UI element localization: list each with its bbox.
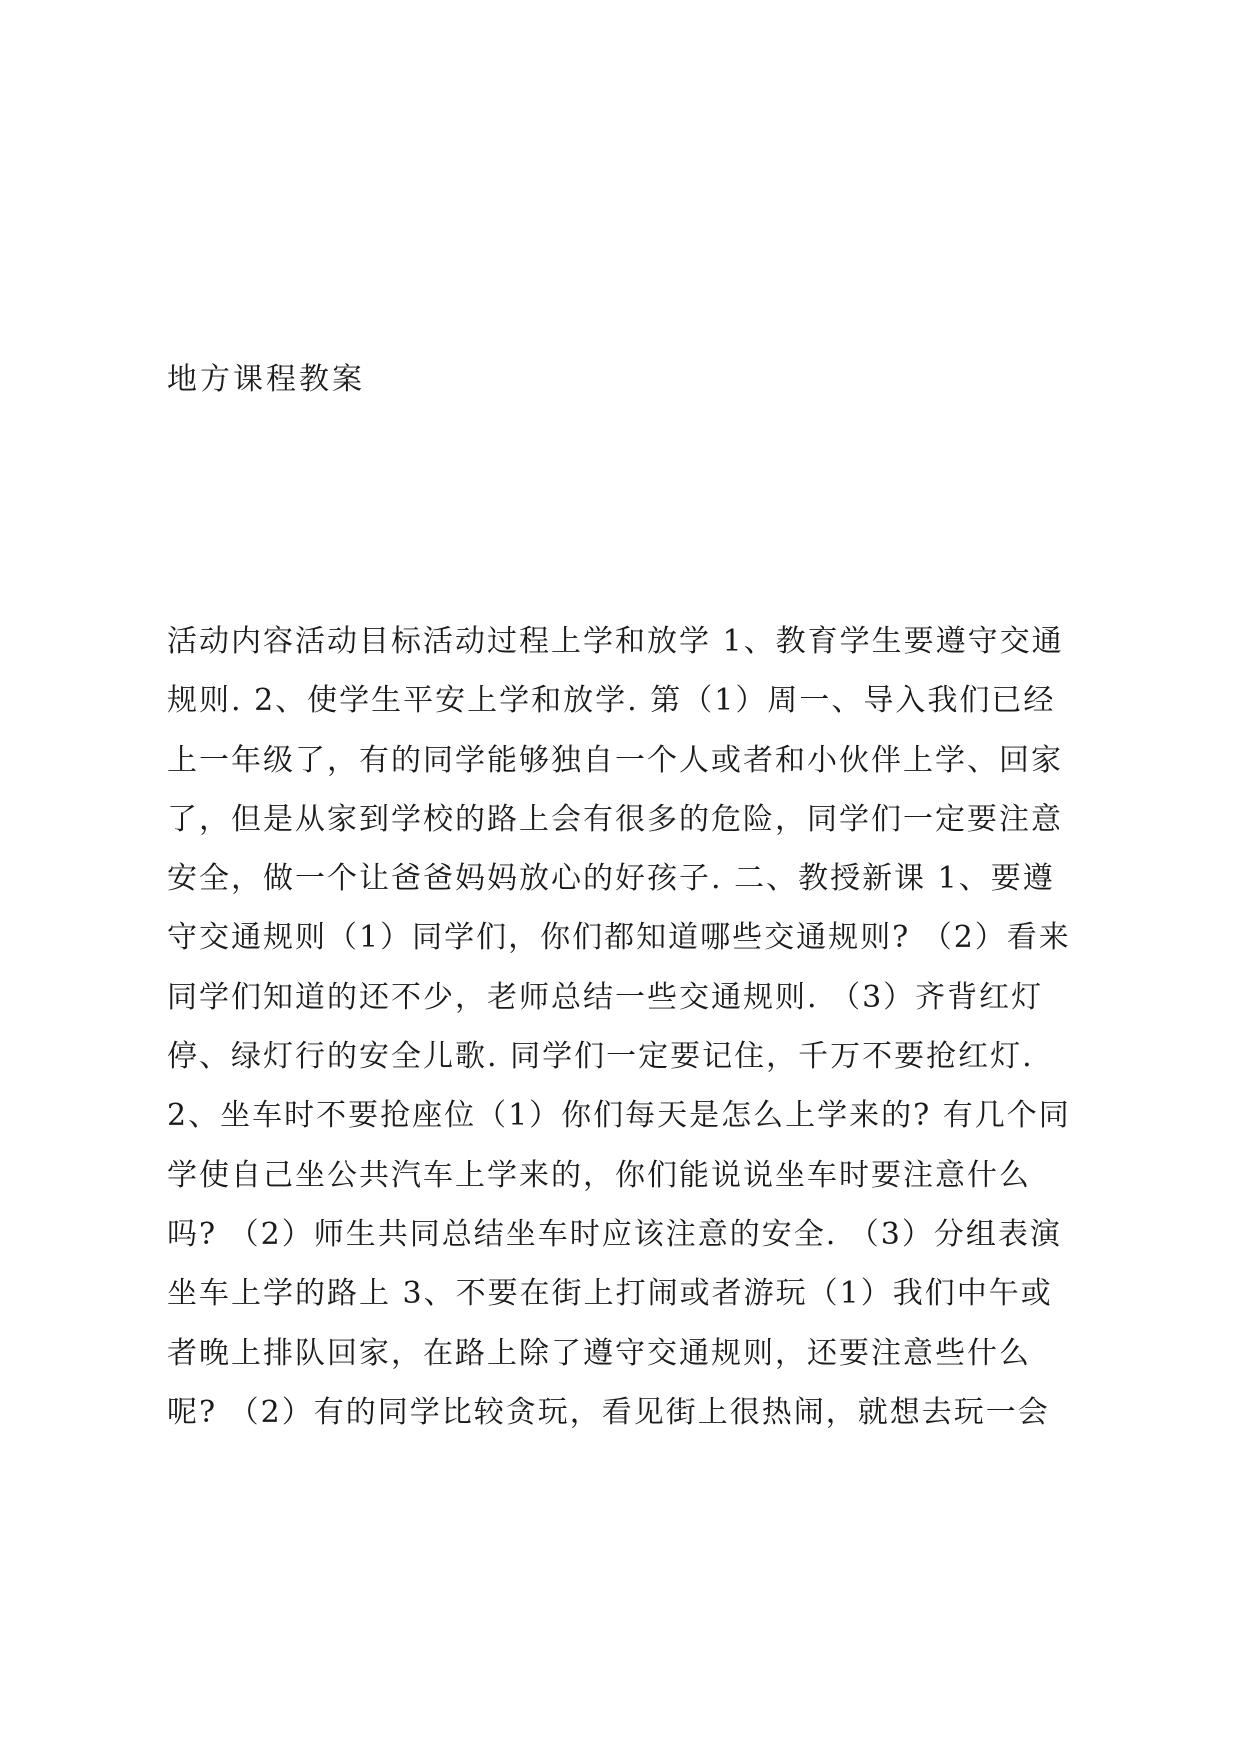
document-title: 地方课程教案 [167,362,365,397]
body-line: 了，但是从家到学校的路上会有很多的危险，同学们一定要注意 [167,801,1063,837]
document-body [167,620,1107,1450]
body-line: 学使自己坐公共汽车上学来的，你们能说说坐车时要注意什么 [167,1157,1031,1193]
body-line: 坐车上学的路上 3、不要在街上打闹或者游玩（1）我们中午或 [167,1276,1053,1312]
body-line: 者晚上排队回家，在路上除了遵守交通规则，还要注意些什么 [167,1335,1031,1371]
body-line: 同学们知道的还不少，老师总结一些交通规则. （3）齐背红灯 [167,979,1044,1015]
body-line: 停、绿灯行的安全儿歌. 同学们一定要记住，千万不要抢红灯. [167,1039,1034,1075]
body-line: 2、坐车时不要抢座位（1）你们每天是怎么上学来的? 有几个同 [167,1098,1071,1134]
body-line: 安全，做一个让爸爸妈妈放心的好孩子. 二、教授新课 1、要遵 [167,861,1055,897]
body-line: 吗? （2）师生共同总结坐车时应该注意的安全. （3）分组表演 [167,1216,1062,1252]
body-line: 上一年级了，有的同学能够独自一个人或者和小伙伴上学、回家 [167,742,1063,778]
body-line: 守交通规则（1）同学们，你们都知道哪些交通规则? （2）看来 [167,920,1071,956]
body-line: 呢? （2）有的同学比较贪玩，看见街上很热闹，就想去玩一会 [167,1394,1050,1430]
body-line: 规则. 2、使学生平安上学和放学. 第（1）周一、导入我们已经 [167,683,1056,719]
body-line: 活动内容活动目标活动过程上学和放学 1、教育学生要遵守交通 [167,624,1064,659]
